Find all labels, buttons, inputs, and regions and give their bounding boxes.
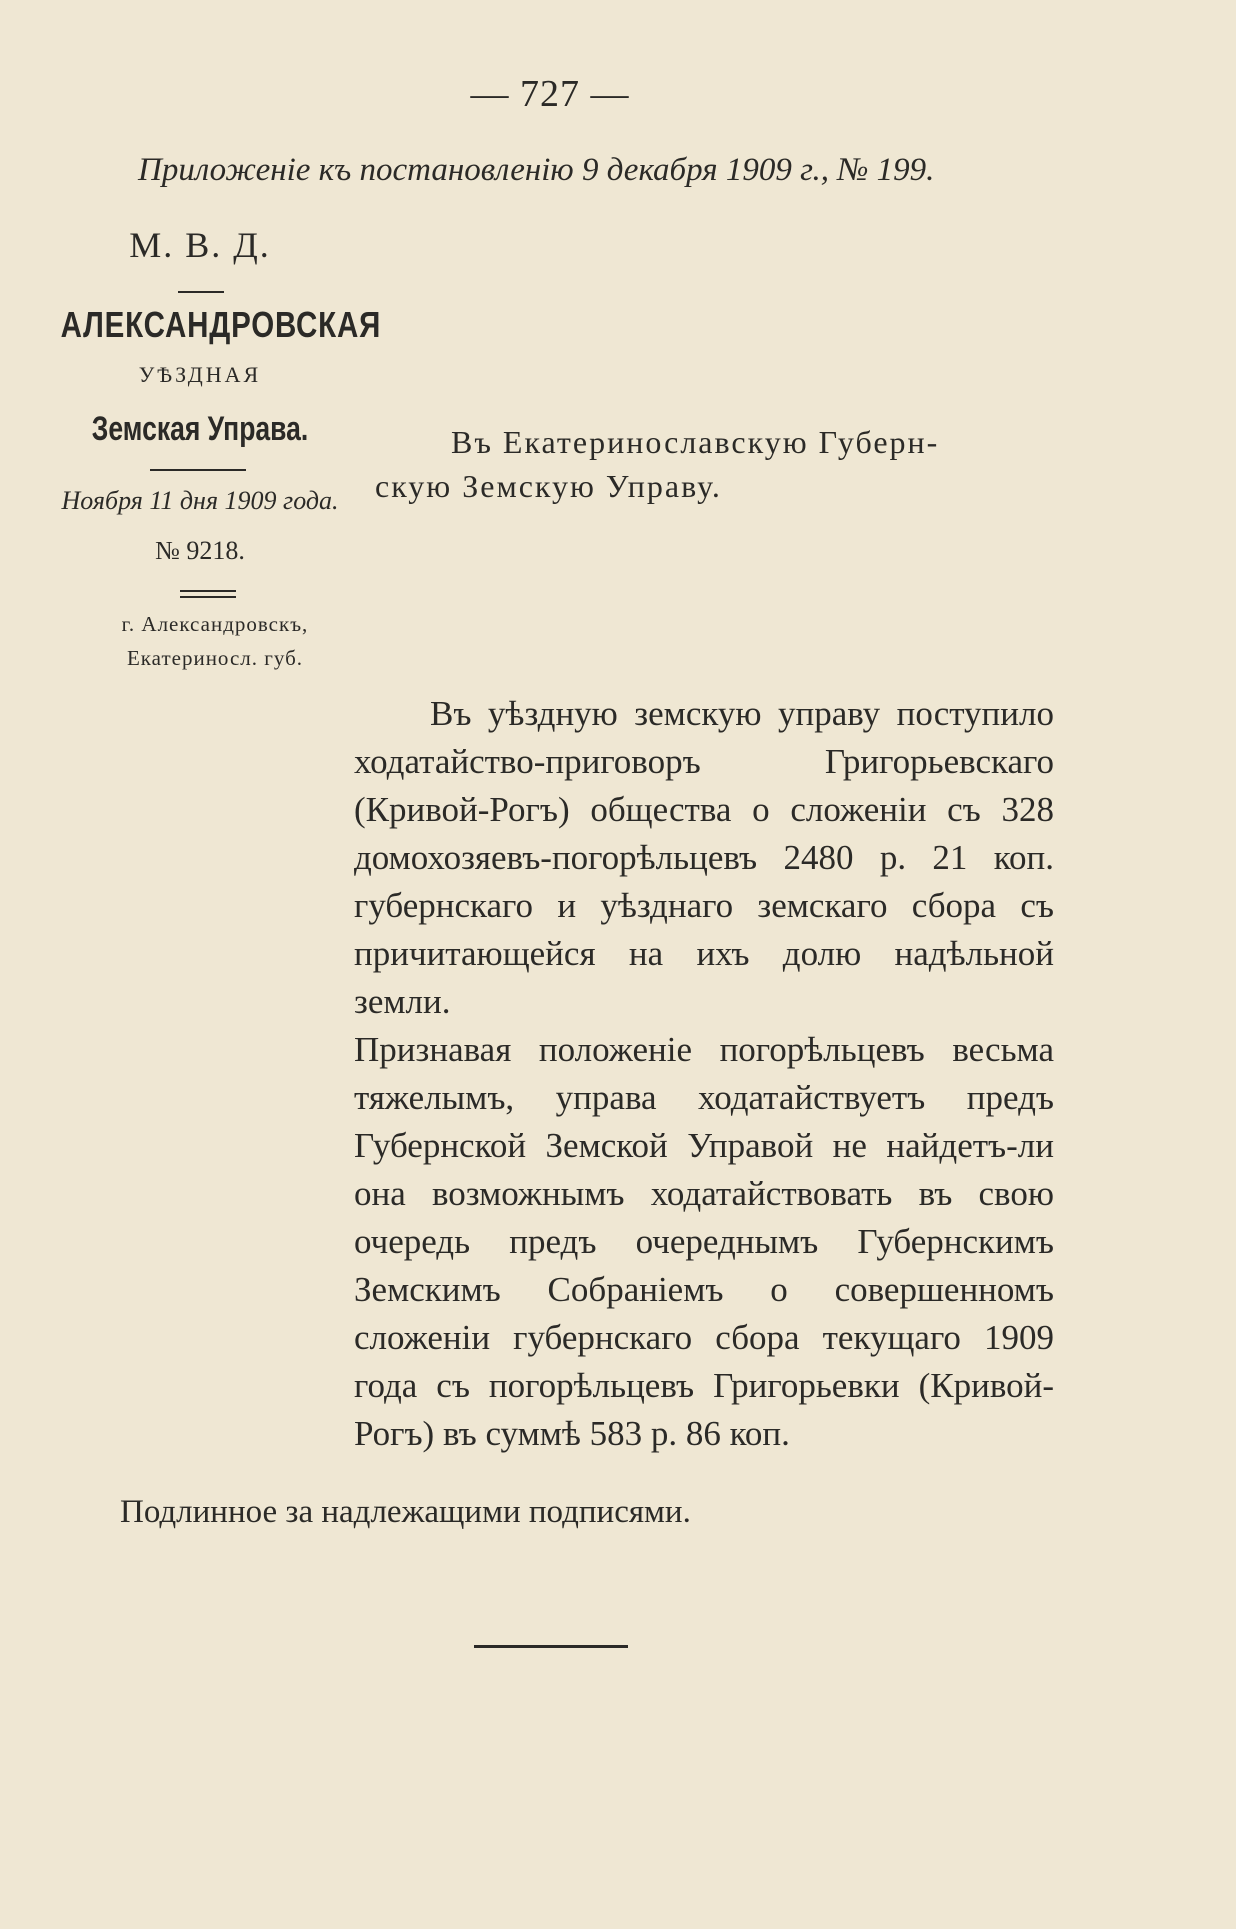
letter-date: Ноября 11 дня 1909 года. xyxy=(61,486,339,515)
organization-name: АЛЕКСАНДРОВСКАЯ xyxy=(60,304,382,345)
divider-line xyxy=(180,596,236,598)
letter-body xyxy=(354,690,1054,1458)
divider-line xyxy=(150,469,246,471)
ministry-abbreviation: М. В. Д. xyxy=(129,225,271,265)
divider-line xyxy=(180,590,236,592)
organization-board: Земская Управа. xyxy=(91,410,309,448)
place-city: г. Александровскъ, xyxy=(121,612,309,636)
divider-line xyxy=(178,291,224,293)
closing-note: Подлинное за надлежащими подписями. xyxy=(120,1494,691,1530)
addressee-line: Въ Екатеринославскую Губерн- xyxy=(451,424,940,460)
annex-title: Приложенiе къ постановленiю 9 декабря 1909 г., № 199. xyxy=(138,152,935,188)
body-paragraph: Признавая положенiе погорѣльцевъ весьма тяжелымъ, управа ходатайствуетъ предъ Губернской Земской Управой не найдетъ-ли она возможнымъ ходатайствовать въ свою очередь предъ очереднымъ Губернскимъ Земскимъ Собранiемъ о совершенномъ сложенiи губернскаго сбора текущаго 1909 года съ погорѣльцевъ Григорьевки (Кривой-Рогъ) въ суммѣ 583 р. 86 коп. xyxy=(354,1030,1054,1453)
letter-number: № 9218. xyxy=(155,536,245,565)
organization-district: УѢЗДНАЯ xyxy=(138,362,262,387)
place-province: Екатериносл. губ. xyxy=(126,646,304,670)
body-paragraph: Въ уѣздную земскую управу поступило ходатайство-приговоръ Григорьевскаго (Кривой-Рогъ) общества о сложенiи съ 328 домохозяевъ-погорѣльцевъ 2480 р. 21 коп. губернскаго и уѣзднаго земскаго сбора съ причитающейся на ихъ долю надѣльной земли. xyxy=(354,694,1054,1021)
end-divider xyxy=(474,1645,628,1648)
addressee-line: скую Земскую Управу. xyxy=(375,468,722,504)
page-number: — 727 — xyxy=(470,73,630,115)
